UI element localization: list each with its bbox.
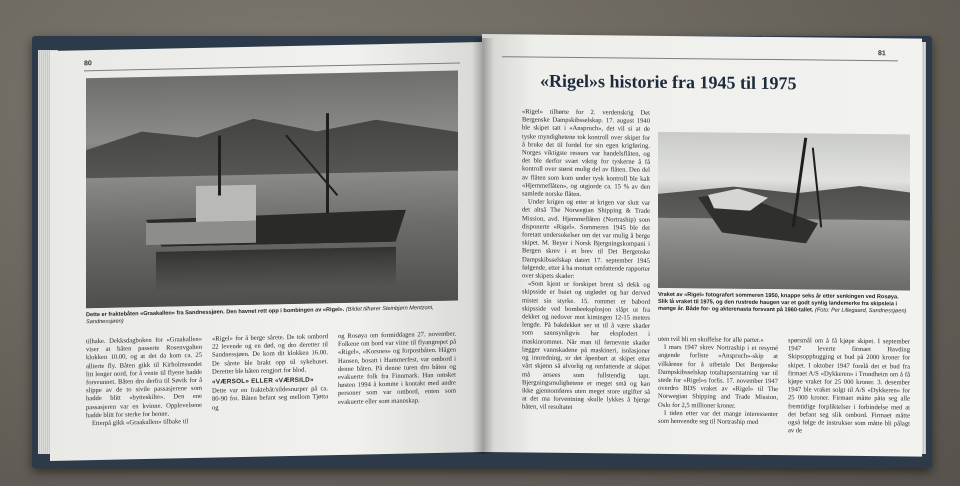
paragraph: «Rigel» for å berge sårete. De tok ombord 22 levende og en død, og dro deretter til Sandnessjøen. De kom dit klokken 16.00. De sårete ble brakt opp til sykehuset. Deretter ble båten rengjort for blod. — [212, 333, 328, 376]
left-photo-caption — [86, 305, 458, 327]
paragraph: Etterpå gikk «Graakallen» tilbake til — [92, 418, 189, 428]
left-caption-credit: (Bildet tilhører Steinbjørn Mentzoni, Sandnessjøen) — [86, 305, 434, 326]
right-intro-column — [522, 108, 650, 413]
graakallen-photo — [86, 71, 458, 309]
right-column-3 — [788, 337, 910, 437]
right-header-rule — [502, 56, 898, 61]
paragraph: tilhake. Dekksdagboken for «Graakallen» viser at båten passerte Rosenvgalten klokken 10.00, og at det da kom ca. 25 allierte fly. Båten gikk til Kirholmsundet litt lenger nord, for å vente til flyene hadde forsvunnet. Båten dro derfra til Søvik for å slippe av de to sivile passasjerene som hadde blitt «bytteskilte». Den ene passasjeren var en kvinne. Opplevelsene hadde blitt for sterke for henne. — [86, 335, 202, 420]
chapter-title: «Rigel»s historie fra 1945 til 1975 — [540, 70, 797, 94]
left-column-1 — [86, 336, 202, 429]
left-header-rule — [84, 62, 460, 71]
right-photo-caption — [658, 292, 910, 316]
paragraph: I tiden etter var det mange interessenter som henvendte seg til Nortraship med — [658, 409, 778, 426]
left-caption-text: Dette er fraktebåten «Graakallen» fra Sandnessjøen. Den havnet rett opp i bombingen av «Rigel». — [86, 306, 345, 319]
book-gutter — [472, 38, 494, 454]
left-column-3 — [338, 331, 456, 407]
paragraph: spørsmål om å få kjøpe skipet. I september 1947 leverte firmaet Havding Skipsopphugging et bud på 2000 kroner for skipet. I oktober 1947 forelå det et bud fra firmaet A/S «Dykkeren» i Trondheim om å få kjøpe vraket for 25 000 kroner. 3. desember 1947 ble vraket solgt til A/S «Dykkeren» for 25 000 kroner. Firmaet måtte påta seg alle fremtidige forpliktelser i forbindelse med at det befant seg slik ombord. Firmaet måtte også følge de instrukser som måtte bli pålagt av de — [788, 337, 910, 435]
right-caption-text: Vraket av «Rigel» fotografert sommeren 1950, knappe seks år etter senkingen ved Rosøya. Slik lå vraket til 1975, og den rustrede haugen var et godt synlig landemerke fra skipsleia i mange år. Både for- og akterenasta forsvant på 1960-tallet. — [658, 291, 899, 314]
paragraph: I mars 1947 skrev Nortraship i et resymé angende forliste «Anspruch»-skip at vilkårene for å utbetale Det Bergenske Dampskibsselskap totaltapserstatning var til stede for «Rigel»s forlis. 17. november 1947 overdro BDS vraket av «Rigel» til The Norwegian Shipping and Trade Mission, Oslo for 2,5 millioner kroner. — [658, 344, 778, 410]
left-page — [50, 42, 482, 461]
paragraph: uten tvil bli en skuffelse for alle parter.» — [658, 335, 764, 344]
right-caption-credit: (Foto: Per Lillegaard, Sandnessjøen) — [815, 307, 907, 315]
paragraph: Under krigen og etter at krigen var slutt var det altså The Norwegian Shipping & Trade Mission, avd. Hjemmeflåten (Nortraship) som disponerte «Rigel». Sommeren 1945 ble det foretatt undersokelser om det var mulig å berge skipet. M. Beyer i Norsk Bjergningskompani i Bergen skrev i et brev til Det Bergenske Dampskibsselskap datert 17. september 1945 følgende, etter å ha mottatt omfattende rapporter over skipets skader: — [522, 198, 650, 281]
right-page-number: 81 — [878, 50, 886, 58]
paragraph: «Som kjent er forskipet brent så dekk og skipsside er buiet og utglødet og har derved mistet sin styrke. 15. rommet er babord skipsside ved bombeeksplosjon slåpt ut fra dekket og nedover mot kimingen 12-15 meters lengde. På bakdekket ser ut til å være skader som sannsynligvis har eksplodert i maskinrommet. Når man til førnevnte skader lægger vannskadene på maskineri, isolasjoner og innredning, er det åpenbart at skipet etter vårt skjønn så alvorlig og omfattende at skipet må ansees som fullstendig tapt. Bjergningsmulighetene er meget små og kan ikke gjennomføres uten meget store utgifter så at det ma forventning skulle lykkes å bjerge båten, vil resultatet — [522, 280, 650, 412]
paragraph: «Rigel» tilhørte for 2. verdenskrig Det Bergenske Dampskibsselskap. 17. august 1940 ble skipet tatt i «Anspruch», det vil si at de tyske myndighetene tok kontroll over skipet for å bruke det til fordel for sin egen krigføring. Norges viktigste ressurs var handelsflåten, og det ble derfor svart viktig for tyskerne å få kontroll over størst mulig del av flåten. Den del av flåten som kom under tysk kontroll ble kalt «Hjemmeflåten», og utgjorde ca. 15 % av den samlede norske flåten. — [522, 108, 650, 199]
left-page-number: 80 — [84, 60, 92, 68]
left-column-2 — [212, 333, 328, 412]
rigel-wreck-photo — [658, 132, 910, 291]
paragraph: og Rosøya om formiddagen 27. november. Folkene om bord var vitne til flyangrepet på «Rigel», «Korsnes» og forpostbåten. Hågen Hansen, bosatt i Hammerfest, var ombord i denne båten. På denne turen dro båten og evakuerte folk fra Finnmark. Han omsket høsten 1994 å komme i kontakt med andre personer som var ombord, enten som evakuerte eller som mannskap. — [338, 330, 456, 406]
paragraph: Dette var en fraktebåt/sildesnurper på ca. 80-90 fot. Båten befant seg mellom Tjøtta og — [212, 385, 328, 412]
open-book — [32, 28, 932, 468]
right-page — [482, 34, 922, 457]
right-column-2 — [658, 336, 778, 427]
section-subhead: «VÆRSOL» ELLER «VÆRSILD» — [212, 376, 314, 386]
